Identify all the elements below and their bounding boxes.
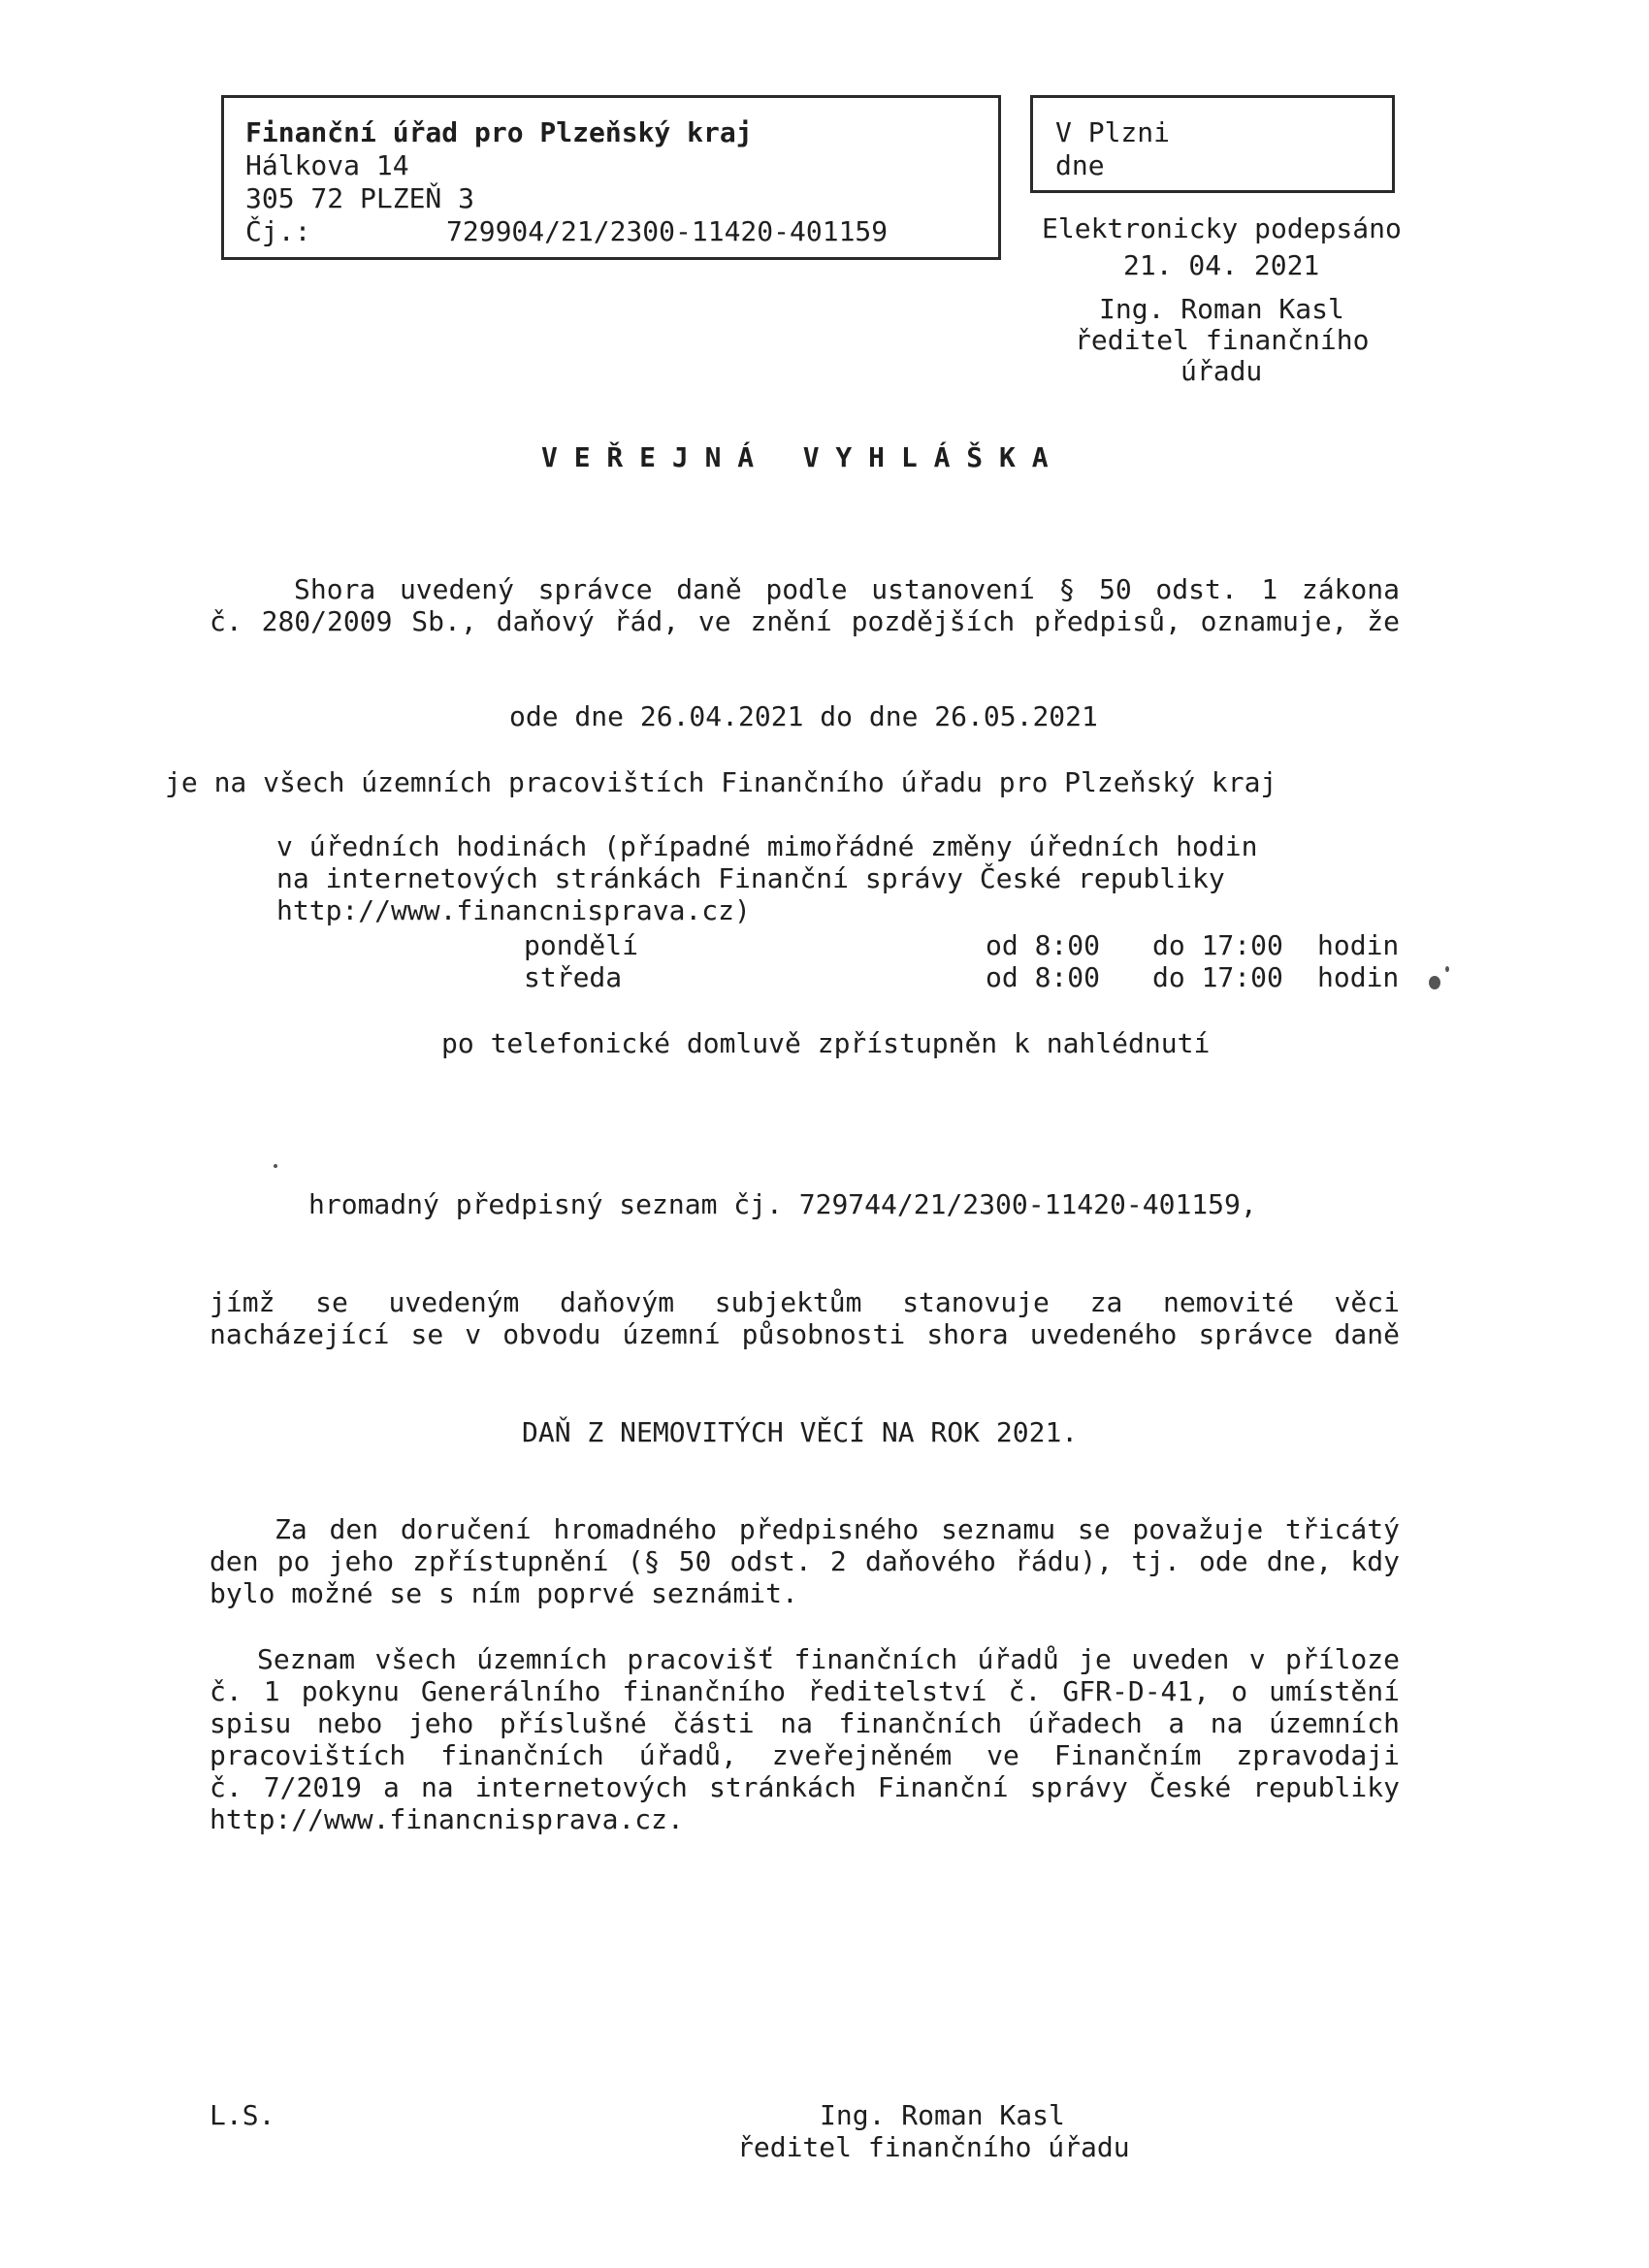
hours-to: do 17:00 [1152,961,1283,993]
hours-unit: hodin [1317,929,1400,961]
esign-line1: Elektronicky podepsáno [1042,212,1402,244]
subjects-line2: nacházející se v obvodu územní působnosti shora uvedeného správce daně [210,1318,1400,1350]
delivery-line2: den po jeho zpřístupnění (§ 50 odst. 2 daňového řádu), tj. ode dne, kdy [210,1545,1400,1577]
delivery-line3: bylo možné se s ním poprvé seznámit. [210,1577,798,1609]
list-reference: hromadný předpisný seznam čj. 729744/21/2300-11420-401159, [308,1188,1257,1220]
list-note-line1: Seznam všech územních pracovišť finančních úřadů je uveden v příloze [257,1643,1400,1675]
esign-date: 21. 04. 2021 [1123,249,1320,281]
hours-note-line3: http://www.financnisprava.cz) [276,894,751,926]
office-city: 305 72 PLZEŇ 3 [245,182,475,214]
delivery-line1: Za den doručení hromadného předpisného seznamu se považuje třicátý [275,1513,1400,1545]
esign-title: ředitel finančního [1075,324,1370,356]
intro-line1: Shora uvedený správce daně podle ustanovení § 50 odst. 1 zákona [294,573,1400,605]
phone-note: po telefonické domluvě zpřístupněn k nahlédnutí [441,1027,1211,1059]
date-label: dne [1055,149,1105,181]
signer-name: Ing. Roman Kasl [820,2099,1065,2131]
esign-name: Ing. Roman Kasl [1099,293,1344,325]
list-note-line6: http://www.financnisprava.cz. [210,1803,684,1835]
hours-unit: hodin [1317,961,1400,993]
seal-mark: L.S. [210,2099,275,2131]
location-text: je na všech územních pracovištích Finančního úřadu pro Plzeňský kraj [165,766,1277,798]
scan-speck [1445,966,1449,972]
place-text: V Plzni [1055,116,1171,148]
list-note-line4: pracovištích finančních úřadů, zveřejněném ve Finančním zpravodaji [210,1739,1400,1771]
scan-speck [1429,976,1440,989]
tax-title: DAŇ Z NEMOVITÝCH VĚCÍ NA ROK 2021. [522,1416,1079,1448]
reference-number: 729904/21/2300-11420-401159 [446,215,889,247]
hours-to: do 17:00 [1152,929,1283,961]
subjects-line1: jímž se uvedeným daňovým subjektům stanovuje za nemovité věci [210,1286,1400,1318]
reference-label: Čj.: [245,215,311,247]
hours-day: středa [524,961,623,993]
esign-title-cont: úřadu [1180,355,1263,387]
document-title: V E Ř E J N Á V Y H L Á Š K A [541,441,1049,473]
office-street: Hálkova 14 [245,149,409,181]
hours-day: pondělí [524,929,639,961]
list-note-line5: č. 7/2019 a na internetových stránkách Finanční správy České republiky [210,1771,1400,1803]
hours-from: od 8:00 [986,929,1101,961]
signer-title: ředitel finančního úřadu [737,2131,1130,2163]
list-note-line2: č. 1 pokynu Generálního finančního ředitelství č. GFR-D-41, o umístění [210,1675,1400,1707]
hours-from: od 8:00 [986,961,1101,993]
office-name: Finanční úřad pro Plzeňský kraj [245,116,753,148]
period-text: ode dne 26.04.2021 do dne 26.05.2021 [509,700,1098,732]
intro-line2: č. 280/2009 Sb., daňový řád, ve znění pozdějších předpisů, oznamuje, že [210,605,1400,637]
list-note-line3: spisu nebo jeho příslušné části na finančních úřadech a na územních [210,1707,1400,1739]
hours-note-line2: na internetových stránkách Finanční správy České republiky [276,862,1225,894]
hours-note-line1: v úředních hodinách (případné mimořádné změny úředních hodin [276,830,1258,862]
scan-speck [274,1164,277,1168]
